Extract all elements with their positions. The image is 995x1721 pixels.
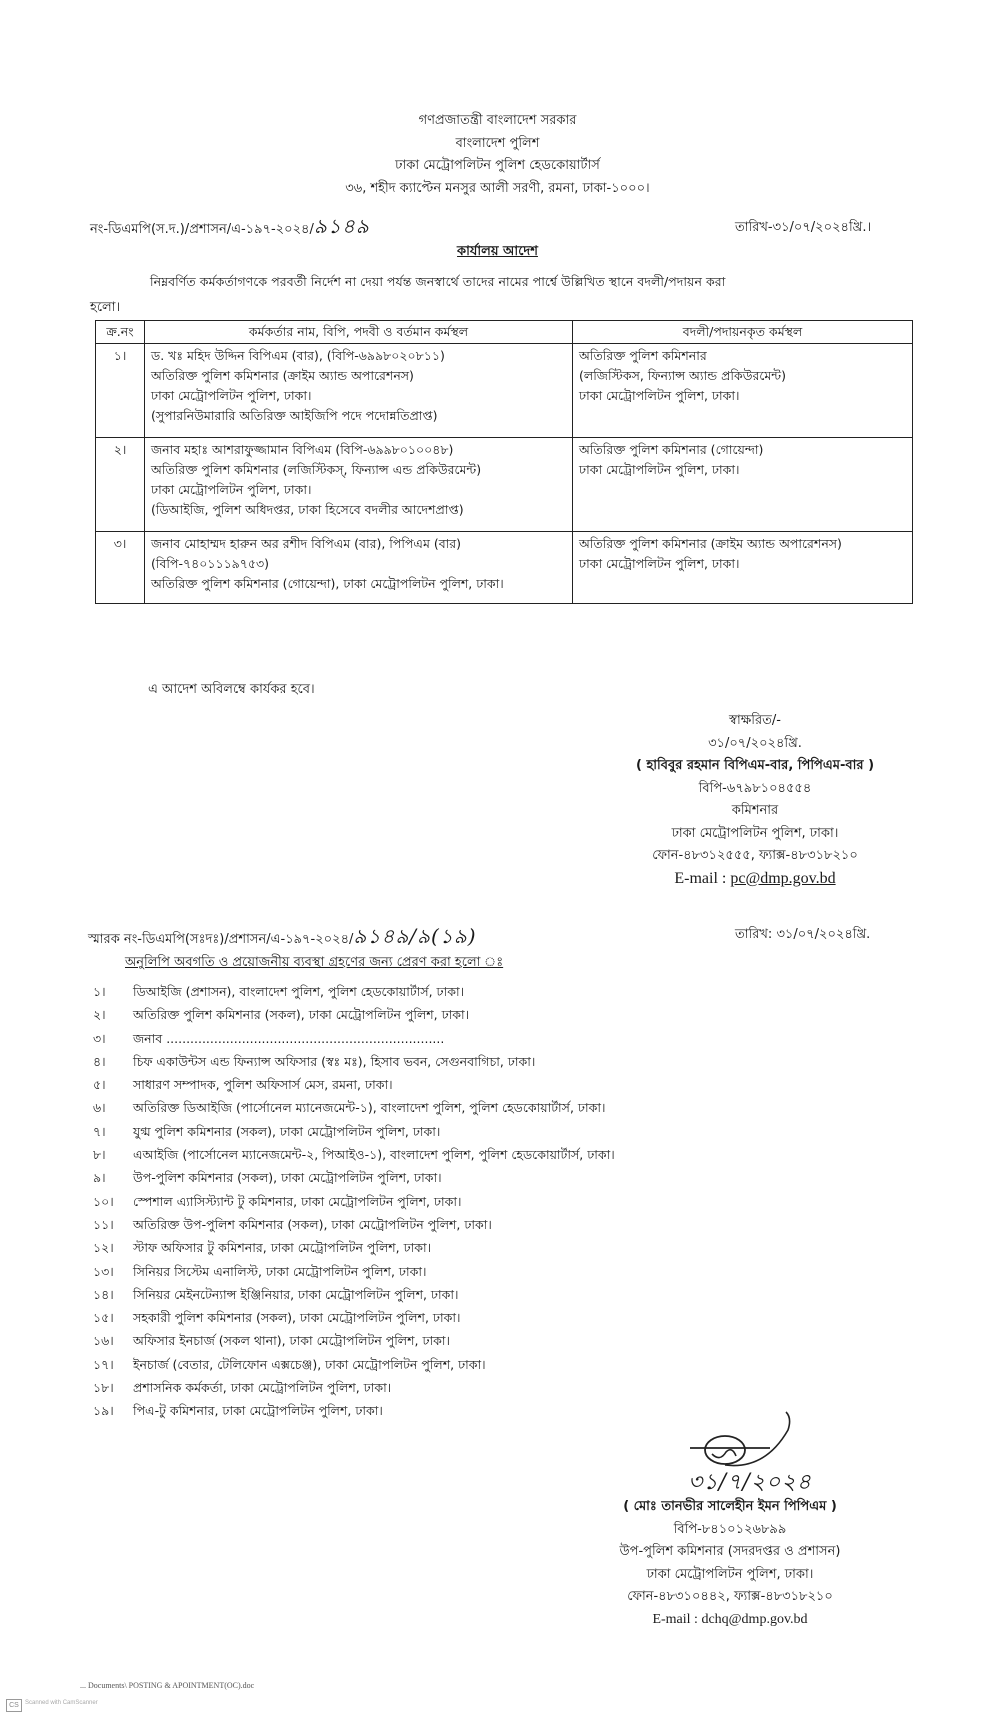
posting-line: অতিরিক্ত পুলিশ কমিশনার xyxy=(579,348,707,363)
row-posting xyxy=(573,344,913,438)
memo2-number-prefix: স্মারক নং-ডিএমপি(সঃদঃ)/প্রশাসন/এ-১৯৭-২০২৪/ xyxy=(88,932,354,947)
signed-mark: স্বাক্ষরিত/- xyxy=(729,713,781,728)
office-name: ঢাকা মেট্রোপলিটন পুলিশ হেডকোয়ার্টার্স xyxy=(395,158,600,173)
office-address: ৩৬, শহীদ ক্যাপ্টেন মনসুর আলী সরণী, রমনা, ঢাকা-১০০০। xyxy=(345,181,650,196)
cc-num: ৪। xyxy=(93,1053,106,1069)
cc-num: ৮। xyxy=(93,1147,106,1163)
cc-num: ১৪। xyxy=(93,1286,114,1302)
row-posting xyxy=(573,532,913,604)
current-line: অতিরিক্ত পুলিশ কমিশনার (ক্রাইম অ্যান্ড অপারেশনস) xyxy=(151,368,414,383)
current-line: জনাব মহাঃ আশরাফুজ্জামান বিপিএম (বিপি-৬৯৯৮০১০০৪৮) xyxy=(151,442,454,457)
signatory-phone-fax: ফোন-৪৮৩১০৪৪২, ফ্যাক্স-৪৮৩১৮২১০ xyxy=(627,1589,833,1604)
list-item xyxy=(93,1190,615,1213)
cc-text: ইনচার্জ (বেতার, টেলিফোন এক্সচেঞ্জ), ঢাকা মেট্রোপলিটন পুলিশ, ঢাকা। xyxy=(133,1356,486,1372)
posting-line: ঢাকা মেট্রোপলিটন পুলিশ, ঢাকা। xyxy=(579,556,740,571)
intro-line-2: হলো। xyxy=(90,300,121,315)
signatory-commissioner xyxy=(600,710,910,890)
signatory-designation: কমিশনার xyxy=(731,803,779,818)
cc-text: অতিরিক্ত ডিআইজি (পার্সোনেল ম্যানেজমেন্ট-১), বাংলাদেশ পুলিশ, পুলিশ হেডকোয়ার্টার্স, ঢাকা। xyxy=(133,1100,606,1116)
cc-list xyxy=(93,980,615,1423)
email-label: E-mail : xyxy=(674,869,731,887)
header-serial: ক্র.নং xyxy=(96,321,145,344)
govt-name: গণপ্রজাতন্ত্রী বাংলাদেশ সরকার xyxy=(418,113,577,128)
current-line: জনাব মোহাম্মদ হারুন অর রশীদ বিপিএম (বার), পিপিএম (বার) xyxy=(151,536,462,551)
cc-num: ১৯। xyxy=(93,1403,114,1419)
list-item xyxy=(93,1353,615,1376)
signatory-bp: বিপি-৮৪১০১২৬৮৯৯ xyxy=(673,1521,787,1537)
memo-date: তারিখ-৩১/০৭/২০২৪খ্রি.। xyxy=(735,220,872,235)
list-item xyxy=(93,1096,615,1119)
email-link[interactable]: dchq@dmp.gov.bd xyxy=(701,1611,808,1627)
cc-num: ১। xyxy=(93,984,106,999)
cc-num: ১৮। xyxy=(93,1380,114,1396)
cc-text: স্টাফ অফিসার টু কমিশনার, ঢাকা মেট্রোপলিটন পুলিশ, ঢাকা। xyxy=(133,1240,432,1256)
table-header-row xyxy=(96,321,913,344)
row-serial: ৩। xyxy=(96,532,145,604)
signatory-office: ঢাকা মেট্রোপলিটন পুলিশ, ঢাকা। xyxy=(646,1566,814,1582)
header-new-posting: বদলী/পদায়নকৃত কর্মস্থল xyxy=(573,321,913,344)
list-item xyxy=(93,1329,615,1352)
current-line: (বিপি-৭৪০১১১৯৭৫৩) xyxy=(151,556,270,571)
current-line: (সুপারনিউমারারি অতিরিক্ত আইজিপি পদে পদোন্নতিপ্রাপ্ত) xyxy=(151,408,438,423)
cc-num: ১৭। xyxy=(93,1356,114,1372)
handwritten-date: ৩১/৭/২০২৪ xyxy=(688,1470,812,1495)
signatory-dc xyxy=(580,1470,880,1631)
posting-line: ঢাকা মেট্রোপলিটন পুলিশ, ঢাকা। xyxy=(579,462,740,477)
signed-date: ৩১/০৭/২০২৪খ্রি. xyxy=(708,735,802,751)
cc-num: ১৩। xyxy=(93,1263,114,1279)
transfer-table xyxy=(95,320,913,604)
cc-text: এআইজি (পার্সোনেল ম্যানেজমেন্ট-২, পিআইও-১), বাংলাদেশ পুলিশ, পুলিশ হেডকোয়ার্টার্স, ঢাকা। xyxy=(133,1147,615,1163)
file-path-footer: ... Documents\ POSTING & APOINTMENT(OC).doc xyxy=(80,1681,255,1690)
email-label: E-mail : xyxy=(652,1611,702,1627)
table-row xyxy=(96,438,913,532)
cc-text: প্রশাসনিক কর্মকর্তা, ঢাকা মেট্রোপলিটন পুলিশ, ঢাকা। xyxy=(133,1380,392,1396)
row-serial: ১। xyxy=(96,344,145,438)
posting-line: ঢাকা মেট্রোপলিটন পুলিশ, ঢাকা। xyxy=(579,388,740,403)
signatory-name: ( হাবিবুর রহমান বিপিএম-বার, পিপিএম-বার ) xyxy=(635,758,875,773)
memo-number-prefix: নং-ডিএমপি(স.দ.)/প্রশাসন/এ-১৯৭-২০২৪/ xyxy=(90,222,314,237)
memo-number-handwritten: ৯১৪৯ xyxy=(313,214,370,238)
cc-text: অফিসার ইনচার্জ (সকল থানা), ঢাকা মেট্রোপলিটন পুলিশ, ঢাকা। xyxy=(133,1333,451,1349)
list-item xyxy=(93,1376,615,1399)
signatory-phone-fax: ফোন-৪৮৩১২৫৫৫, ফ্যাক্স-৪৮৩১৮২১০ xyxy=(652,848,858,863)
row-current xyxy=(145,532,573,604)
dept-name: বাংলাদেশ পুলিশ xyxy=(455,136,540,151)
list-item xyxy=(93,1236,615,1259)
cc-num: ৬। xyxy=(93,1100,106,1116)
page-title: কার্যালয় আদেশ xyxy=(457,244,538,259)
row-current xyxy=(145,438,573,532)
cc-num: ১১। xyxy=(93,1216,114,1232)
cc-num: ২। xyxy=(93,1007,106,1023)
row-serial: ২। xyxy=(96,438,145,532)
header-current-posting: কর্মকর্তার নাম, বিপি, পদবী ও বর্তমান কর্মস্থল xyxy=(145,321,573,344)
current-line: ঢাকা মেট্রোপলিটন পুলিশ, ঢাকা। xyxy=(151,388,312,403)
list-item xyxy=(93,1003,615,1026)
current-line: (ডিআইজি, পুলিশ অধিদপ্তর, ঢাকা হিসেবে বদলীর আদেশপ্রাপ্ত) xyxy=(151,502,464,517)
signatory-name: ( মোঃ তানভীর সালেহীন ইমন পিপিএম ) xyxy=(623,1499,837,1514)
list-item xyxy=(93,1120,615,1143)
current-line: ঢাকা মেট্রোপলিটন পুলিশ, ঢাকা। xyxy=(151,482,312,497)
cc-text: উপ-পুলিশ কমিশনার (সকল), ঢাকা মেট্রোপলিটন পুলিশ, ঢাকা। xyxy=(133,1170,442,1186)
cc-text: যুগ্ম পুলিশ কমিশনার (সকল), ঢাকা মেট্রোপলিটন পুলিশ, ঢাকা। xyxy=(133,1123,441,1139)
row-current xyxy=(145,344,573,438)
intro-line-1: নিম্নবর্ণিত কর্মকর্তাগণকে পরবর্তী নির্দেশ না দেয়া পর্যন্ত জনস্বার্থে তাদের নামের পার্শ্বে উল্লিখিত স্থানে বদলী/পদায়ন করা xyxy=(150,274,726,289)
email-link[interactable]: pc@dmp.gov.bd xyxy=(730,869,836,887)
cc-text: চিফ একাউন্টস এন্ড ফিন্যান্স অফিসার (স্বঃ মঃ), হিসাব ভবন, সেগুনবাগিচা, ঢাকা। xyxy=(133,1053,536,1069)
list-item xyxy=(93,1050,615,1073)
camscanner-icon: CS xyxy=(6,1699,22,1712)
signatory-email-line xyxy=(600,868,910,891)
cc-text: পিএ-টু কমিশনার, ঢাকা মেট্রোপলিটন পুলিশ, ঢাকা। xyxy=(133,1403,383,1419)
cc-text: অতিরিক্ত পুলিশ কমিশনার (সকল), ঢাকা মেট্রোপলিটন পুলিশ, ঢাকা। xyxy=(133,1007,470,1023)
cc-num: ৯। xyxy=(93,1170,106,1186)
camscanner-text: Scanned with CamScanner xyxy=(25,1700,98,1706)
signatory-bp: বিপি-৬৭৯৮১০৪৫৫৪ xyxy=(698,780,812,796)
cc-num: ১০। xyxy=(93,1193,114,1209)
cc-text: সিনিয়র মেইনটেন্যান্স ইঞ্জিনিয়ার, ঢাকা মেট্রোপলিটন পুলিশ, ঢাকা। xyxy=(133,1286,459,1302)
list-item xyxy=(93,1073,615,1096)
list-item xyxy=(93,980,615,1003)
cc-intro: অনুলিপি অবগতি ও প্রয়োজনীয় ব্যবস্থা গ্রহণের জন্য প্রেরণ করা হলো ঃ xyxy=(125,955,504,970)
cc-num: ৭। xyxy=(93,1123,106,1139)
cc-num: ৫। xyxy=(93,1077,106,1093)
list-item xyxy=(93,1143,615,1166)
list-item xyxy=(93,1283,615,1306)
cc-text: সিনিয়র সিস্টেম এনালিস্ট, ঢাকা মেট্রোপলিটন পুলিশ, ঢাকা। xyxy=(133,1263,427,1279)
memo2-date: তারিখ: ৩১/০৭/২০২৪খ্রি. xyxy=(735,927,871,942)
cc-text: ডিআইজি (প্রশাসন), বাংলাদেশ পুলিশ, পুলিশ হেডকোয়ার্টার্স, ঢাকা। xyxy=(133,984,465,999)
cc-num: ১৬। xyxy=(93,1333,114,1349)
row-posting xyxy=(573,438,913,532)
memo2-number-handwritten: ৯১৪৯/৯(১৯) xyxy=(353,924,477,948)
cc-num: ১২। xyxy=(93,1240,114,1256)
cc-text: স্পেশাল এ্যাসিস্ট্যান্ট টু কমিশনার, ঢাকা মেট্রোপলিটন পুলিশ, ঢাকা। xyxy=(133,1193,462,1209)
current-line: অতিরিক্ত পুলিশ কমিশনার (লজিস্টিকস্, ফিন্যান্স এন্ড প্রকিউরমেন্ট) xyxy=(151,462,482,477)
cc-text: সাধারণ সম্পাদক, পুলিশ অফিসার্স মেস, রমনা, ঢাকা। xyxy=(133,1077,393,1093)
current-line: অতিরিক্ত পুলিশ কমিশনার (গোয়েন্দা), ঢাকা মেট্রোপলিটন পুলিশ, ঢাকা। xyxy=(151,576,504,591)
cc-num: ১৫। xyxy=(93,1310,114,1326)
posting-line: অতিরিক্ত পুলিশ কমিশনার (ক্রাইম অ্যান্ড অপারেশনস) xyxy=(579,536,842,551)
list-item xyxy=(93,1260,615,1283)
cc-text: জনাব ...................................................................... xyxy=(133,1030,445,1046)
posting-line: (লজিস্টিকস, ফিন্যান্স অ্যান্ড প্রকিউরমেন্ট) xyxy=(579,368,787,383)
cc-text: অতিরিক্ত উপ-পুলিশ কমিশনার (সকল), ঢাকা মেট্রোপলিটন পুলিশ, ঢাকা। xyxy=(133,1216,492,1232)
signatory-office: ঢাকা মেট্রোপলিটন পুলিশ, ঢাকা। xyxy=(671,825,839,841)
effective-note: এ আদেশ অবিলম্বে কার্যকর হবে। xyxy=(148,682,315,697)
list-item xyxy=(93,1306,615,1329)
list-item xyxy=(93,1213,615,1236)
cc-num: ৩। xyxy=(93,1030,106,1046)
table-row xyxy=(96,532,913,604)
list-item xyxy=(93,1399,615,1422)
current-line: ড. খঃ মহিদ উদ্দিন বিপিএম (বার), (বিপি-৬৯৯৮০২০৮১১) xyxy=(151,348,445,363)
signatory-email-line xyxy=(580,1609,880,1632)
list-item xyxy=(93,1166,615,1189)
list-item xyxy=(93,1027,615,1050)
memo2-number xyxy=(88,922,477,955)
memo-number xyxy=(90,212,370,245)
posting-line: অতিরিক্ত পুলিশ কমিশনার (গোয়েন্দা) xyxy=(579,442,764,457)
signatory-designation: উপ-পুলিশ কমিশনার (সদরদপ্তর ও প্রশাসন) xyxy=(619,1544,841,1559)
table-row xyxy=(96,344,913,438)
cc-text: সহকারী পুলিশ কমিশনার (সকল), ঢাকা মেট্রোপলিটন পুলিশ, ঢাকা। xyxy=(133,1310,461,1326)
